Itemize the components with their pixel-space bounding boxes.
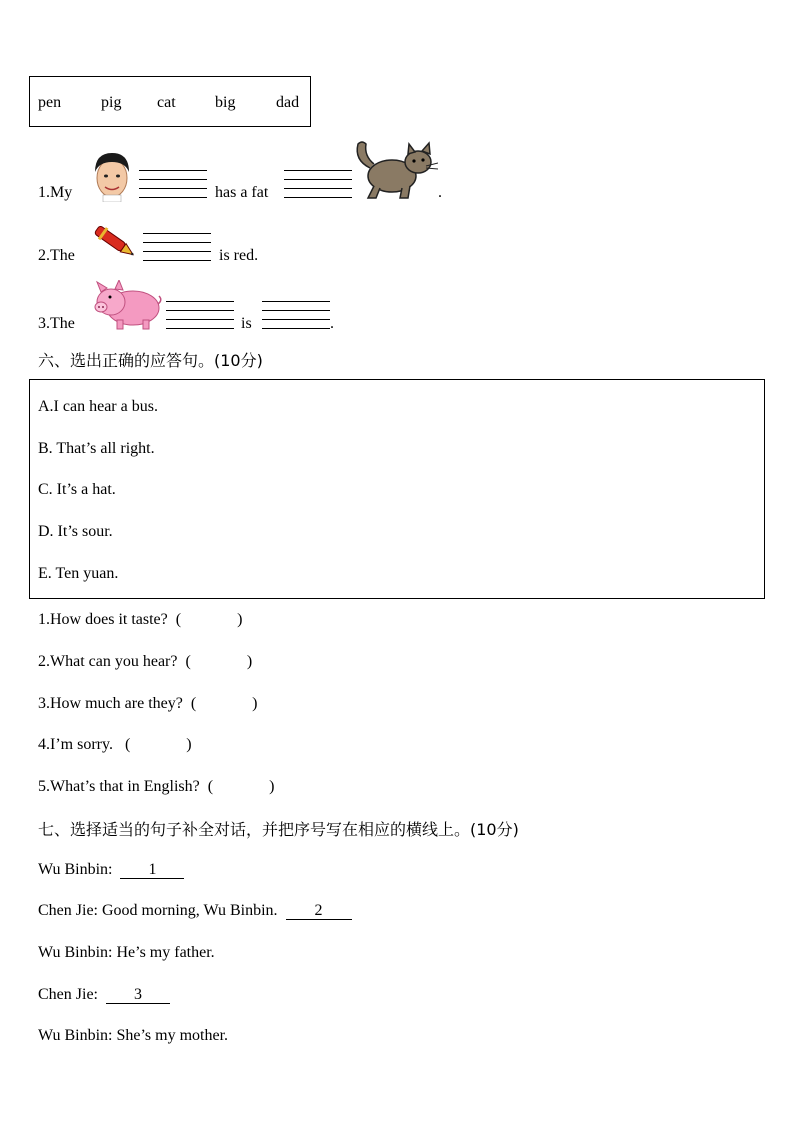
writing-lines[interactable] <box>143 233 211 261</box>
sentence-2-start: 2.The <box>38 247 75 264</box>
section-6-heading: 六、选出正确的应答句。(10分) <box>38 351 263 370</box>
sentence-1-start: 1.My <box>38 184 73 201</box>
dialogue-line-3: Wu Binbin: He’s my father. <box>38 944 215 961</box>
writing-lines[interactable] <box>284 170 352 198</box>
option-e: E. Ten yuan. <box>38 565 119 582</box>
word-bank-box <box>29 76 311 127</box>
word-bank-item: pen <box>38 94 62 111</box>
option-d: D. It’s sour. <box>38 523 113 540</box>
option-c: C. It’s a hat. <box>38 481 116 498</box>
dialogue-line-2: Chen Jie: Good morning, Wu Binbin. 2 <box>38 902 352 920</box>
question-1: 1.How does it taste? ( ) <box>38 611 243 628</box>
cat-icon <box>352 138 438 202</box>
sentence-3-start: 3.The <box>38 315 75 332</box>
word-bank-item: cat <box>157 94 176 111</box>
sentence-1-end: . <box>438 184 442 201</box>
dialogue-line-5: Wu Binbin: She’s my mother. <box>38 1027 229 1044</box>
option-a: A.I can hear a bus. <box>38 398 158 415</box>
question-2: 2.What can you hear? ( ) <box>38 653 253 670</box>
dialogue-line-4: Chen Jie: 3 <box>38 986 170 1004</box>
pen-icon <box>89 220 141 264</box>
answer-blank-1[interactable]: 1 <box>120 862 184 879</box>
answer-options-box <box>29 379 765 599</box>
word-bank-item: big <box>215 94 236 111</box>
sentence-3-end: . <box>330 315 334 332</box>
question-3: 3.How much are they? ( ) <box>38 695 258 712</box>
pig-icon <box>91 280 163 330</box>
word-bank-item: dad <box>276 94 300 111</box>
option-b: B. That’s all right. <box>38 440 155 457</box>
dialogue-line-1: Wu Binbin: 1 <box>38 861 184 879</box>
writing-lines[interactable] <box>262 301 330 329</box>
writing-lines[interactable] <box>166 301 234 329</box>
answer-blank-2[interactable]: 2 <box>286 903 352 920</box>
word-bank-item: pig <box>101 94 122 111</box>
writing-lines[interactable] <box>139 170 207 198</box>
answer-blank-3[interactable]: 3 <box>106 987 170 1004</box>
sentence-2-middle: is red. <box>219 247 259 264</box>
man-face-icon <box>89 150 135 202</box>
section-7-heading: 七、选择适当的句子补全对话，并把序号写在相应的横线上。(10分) <box>38 820 519 839</box>
question-4: 4.I’m sorry. ( ) <box>38 736 192 753</box>
sentence-3-middle: is <box>241 315 252 332</box>
sentence-1-middle: has a fat <box>215 184 269 201</box>
question-5: 5.What’s that in English? ( ) <box>38 778 275 795</box>
